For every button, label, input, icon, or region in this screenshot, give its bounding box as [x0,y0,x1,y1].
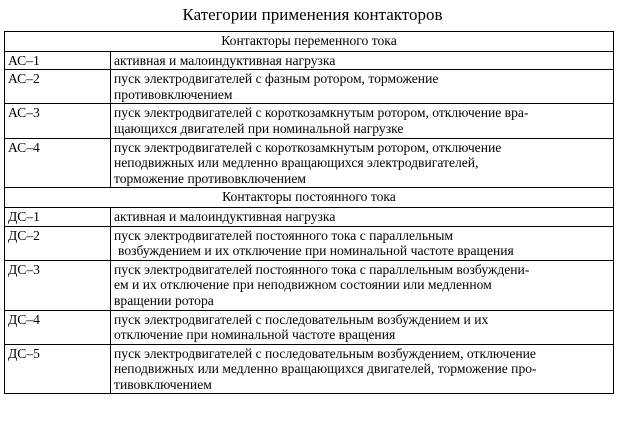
description-line: неподвижных или медленно вращающихся электродвигателей, [114,155,479,171]
description-line: неподвижных или медленно вращающихся двигателей, торможение про- [114,361,537,377]
description-line: активная и малоиндуктивная нагрузка [114,208,336,224]
table-row [5,51,614,70]
category-description [111,70,614,104]
category-code: АС–4 [5,138,111,188]
description-line: пуск электродвигателей постоянного тока с параллельным возбуждени- [114,261,530,277]
description-line: возбуждением и их отключение при номинальной частоте вращения [118,243,514,259]
table-row [5,138,614,188]
description-line: ем и их отключение при неподвижном состоянии или медленном [114,277,492,293]
category-description [111,51,614,70]
category-description [111,207,614,226]
category-description [111,138,614,188]
description-line: отключение при номинальной частоте вращения [114,327,396,343]
table-row [5,310,614,344]
table-row [5,104,614,138]
description-line: пуск электродвигателей с фазным ротором, торможение [114,71,439,87]
category-code: АС–2 [5,70,111,104]
section-heading-row [5,32,614,52]
description-line: пуск электродвигателей постоянного тока с параллельным [114,227,454,243]
contactor-categories-table [4,31,614,394]
table-row [5,207,614,226]
description-line: пуск электродвигателей с короткозамкнутым ротором, отключение [114,139,502,155]
category-code: АС–1 [5,51,111,70]
description-line: пуск электродвигателей с короткозамкнутым ротором, отключение вра- [114,105,529,121]
category-description [111,260,614,310]
category-description [111,226,614,260]
section-heading-ac: Контакторы переменного тока [5,32,614,52]
description-line: тивовключением [114,376,212,392]
category-description [111,344,614,394]
category-code: ДС–4 [5,310,111,344]
category-description [111,104,614,138]
section-heading-dc: Контакторы постоянного тока [5,188,614,208]
category-code: АС–3 [5,104,111,138]
table-row [5,70,614,104]
table-row [5,260,614,310]
description-line: пуск электродвигателей с последовательным возбуждением, отключение [114,345,536,361]
category-code: ДС–5 [5,344,111,394]
section-heading-row [5,188,614,208]
table-row [5,226,614,260]
category-code: ДС–1 [5,207,111,226]
table-title: Категории применения контакторов [182,5,443,24]
description-line: вращении ротора [114,292,214,308]
description-line: щающихся двигателей при номинальной нагрузке [114,120,404,136]
description-line: активная и малоиндуктивная нагрузка [114,52,336,68]
category-code: ДС–3 [5,260,111,310]
table-row [5,344,614,394]
category-description [111,310,614,344]
description-line: торможение противовключением [114,170,306,186]
description-line: пуск электродвигателей с последовательным возбуждением и их [114,311,489,327]
category-code: ДС–2 [5,226,111,260]
description-line: противовключением [114,86,233,102]
